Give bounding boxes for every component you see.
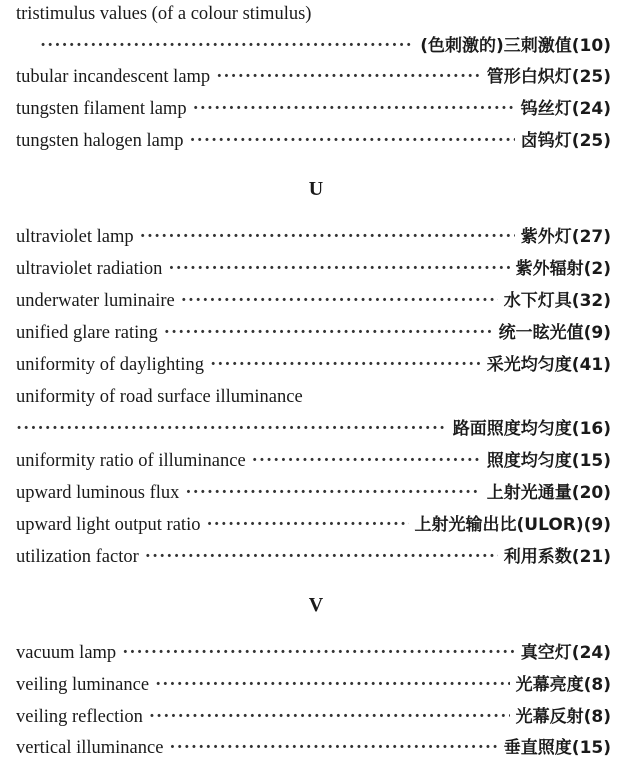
entry-term-line: uniformity of road surface illuminance	[16, 387, 303, 407]
index-entry	[16, 223, 611, 251]
entry-term: upward luminous flux	[16, 483, 180, 503]
entry-translation: 水下灯具(32)	[503, 291, 611, 311]
entry-translation: 真空灯(24)	[520, 643, 611, 663]
entry-translation: 卤钨灯(25)	[520, 131, 611, 151]
entry-term: veiling reflection	[16, 707, 143, 727]
leader-dots	[193, 95, 515, 123]
entry-translation: 路面照度均匀度(16)	[452, 419, 611, 439]
index-entry	[16, 639, 611, 667]
leader-dots	[149, 703, 510, 731]
entry-term: veiling luminance	[16, 675, 150, 695]
index-entry	[16, 734, 611, 762]
index-entry	[16, 127, 611, 155]
entry-translation: 紫外灯(27)	[520, 227, 611, 247]
entry-term: vacuum lamp	[16, 643, 117, 663]
entry-term: vertical illuminance	[16, 738, 164, 758]
entry-term-line: tristimulus values (of a colour stimulus)	[16, 4, 312, 24]
entry-translation: 管形白炽灯(25)	[486, 67, 611, 87]
leader-dots	[40, 32, 414, 60]
entry-translation: 上射光通量(20)	[486, 483, 611, 503]
section-heading-u: U	[308, 178, 324, 200]
entry-term: ultraviolet radiation	[16, 259, 163, 279]
entry-translation: 上射光输出比(ULOR)(9)	[414, 515, 611, 535]
leader-dots	[190, 127, 515, 155]
leader-dots	[206, 511, 408, 539]
index-entry	[16, 703, 611, 731]
section-heading-v: V	[308, 594, 324, 616]
leader-dots	[140, 223, 515, 251]
leader-dots	[216, 63, 481, 91]
entry-term: upward light output ratio	[16, 515, 201, 535]
leader-dots	[252, 447, 481, 475]
entry-term: uniformity of daylighting	[16, 355, 205, 375]
leader-dots	[122, 639, 515, 667]
entry-translation: 垂直照度(15)	[503, 738, 611, 758]
entry-term: ultraviolet lamp	[16, 227, 134, 247]
leader-dots	[169, 734, 497, 762]
entry-term: tungsten filament lamp	[16, 99, 187, 119]
index-entry	[16, 287, 611, 315]
index-entry	[16, 543, 611, 571]
entry-translation: 钨丝灯(24)	[520, 99, 611, 119]
entry-translation: 采光均匀度(41)	[486, 355, 611, 375]
leader-dots	[155, 671, 510, 699]
index-entry	[16, 671, 611, 699]
leader-dots	[164, 319, 493, 347]
index-entry	[16, 511, 611, 539]
index-entry	[16, 255, 611, 283]
leader-dots	[168, 255, 509, 283]
leader-dots	[181, 287, 498, 315]
leader-dots	[145, 543, 498, 571]
index-entry	[16, 415, 611, 443]
index-entry	[16, 63, 611, 91]
leader-dots	[16, 415, 447, 443]
index-entry	[40, 32, 611, 60]
index-entry	[16, 447, 611, 475]
entry-term: underwater luminaire	[16, 291, 175, 311]
entry-translation: 统一眩光值(9)	[498, 323, 611, 343]
leader-dots	[185, 479, 480, 507]
entry-term: utilization factor	[16, 547, 139, 567]
index-entry	[16, 479, 611, 507]
entry-translation: 照度均匀度(15)	[486, 451, 611, 471]
entry-translation: 光幕反射(8)	[515, 707, 611, 727]
entry-term: tungsten halogen lamp	[16, 131, 184, 151]
entry-term: uniformity ratio of illuminance	[16, 451, 246, 471]
entry-translation: 光幕亮度(8)	[515, 675, 611, 695]
entry-term: tubular incandescent lamp	[16, 67, 211, 87]
entry-term: unified glare rating	[16, 323, 158, 343]
index-entry	[16, 319, 611, 347]
index-entry	[16, 351, 611, 379]
entry-translation: 利用系数(21)	[503, 547, 611, 567]
leader-dots	[210, 351, 481, 379]
entry-translation: (色刺激的)三刺激值(10)	[420, 36, 611, 56]
index-entry	[16, 95, 611, 123]
entry-translation: 紫外辐射(2)	[515, 259, 611, 279]
